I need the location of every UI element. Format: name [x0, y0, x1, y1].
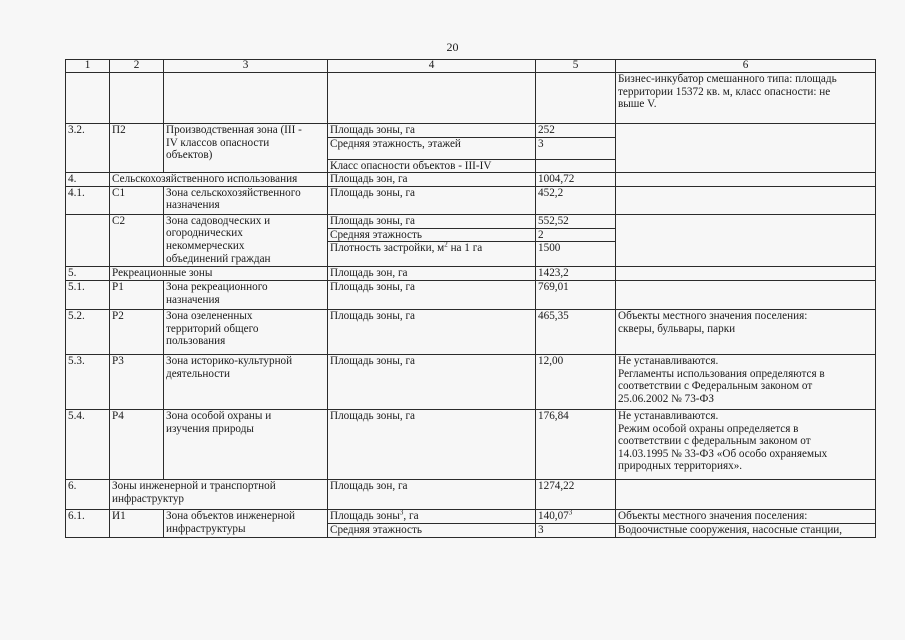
- zone-name: Зона рекреационного назначения: [164, 280, 328, 309]
- table-row: С2 Зона садоводческих и огороднических некоммерческих объединений граждан Площадь зоны, га 552,52: [66, 214, 876, 228]
- table-row: 5.2. Р2 Зона озелененных территорий общего пользования Площадь зоны, га 465,35 Объекты местного значения поселения: скверы, бульвары, парки: [66, 309, 876, 354]
- table-row: 3.2. П2 Производственная зона (III - IV классов опасности объектов) Площадь зоны, га 252: [66, 124, 876, 138]
- zone-name: Зона озелененных территорий общего пользования: [164, 309, 328, 354]
- table-row: 4.1. С1 Зона сельскохозяйственного назначения Площадь зоны, га 452,2: [66, 186, 876, 214]
- note-cell: Объекты местного значения поселения: скверы, бульвары, парки: [616, 309, 876, 354]
- table-row: 4. Сельскохозяйственного использования Площадь зон, га 1004,72: [66, 173, 876, 187]
- header-cell: 1: [66, 60, 110, 73]
- header-cell: 2: [110, 60, 164, 73]
- table-row: Класс опасности объектов - III-IV: [66, 159, 876, 173]
- table-row: 5. Рекреационные зоны Площадь зон, га 1423,2: [66, 267, 876, 281]
- table-row: Плотность застройки, $м^2$ на 1 га 1500: [66, 242, 876, 267]
- note-cell: Не устанавливаются. Режим особой охраны определяется в соответствии с федеральным законом от 14.03.1995 № 33-ФЗ «Об особо охраняемых природных территориях».: [616, 409, 876, 479]
- zone-name: Зона садоводческих и огороднических некоммерческих объединений граждан: [164, 214, 328, 267]
- page-number: 20: [446, 40, 459, 54]
- table-header-row: [66, 60, 876, 73]
- table-row: 5.3. Р3 Зона историко-культурной деятельности Площадь зоны, га 12,00 Не устанавливаются. Регламенты использования определяются в соответствии с Федеральным законом от 25.06.2002 № 73-ФЗ: [66, 354, 876, 409]
- zone-name: Производственная зона (III - IV классов опасности объектов): [164, 124, 328, 173]
- table-row: 6.1. И1 Зона объектов инженерной инфраструктуры Площадь зоны$^3$, га 140,07$^3$ Объекты местного значения поселения:: [66, 509, 876, 523]
- table-row: 5.4. Р4 Зона особой охраны и изучения природы Площадь зоны, га 176,84 Не устанавливаются. Режим особой охраны определяется в соответствии с федеральным законом от 14.03.1995 № 33-ФЗ «Об особо охраняемых природных территориях».: [66, 409, 876, 479]
- table-row: Средняя этажность 3 Водоочистные сооружения, насосные станции,: [66, 523, 876, 537]
- zone-name: Зона историко-культурной деятельности: [164, 354, 328, 409]
- header-cell: 5: [536, 60, 616, 73]
- table-row: 5.1. Р1 Зона рекреационного назначения Площадь зоны, га 769,01: [66, 280, 876, 309]
- zone-name: Зона особой охраны и изучения природы: [164, 409, 328, 479]
- zone-name: Зоны инженерной и транспортной инфраструктур: [110, 479, 328, 509]
- note-cell: Бизнес-инкубатор смешанного типа: площадь территории 15372 кв. м, класс опасности: не выше V.: [616, 73, 876, 124]
- table-row: Средняя этажность, этажей 3: [66, 137, 876, 159]
- header-cell: 6: [616, 60, 876, 73]
- zoning-table: [65, 59, 876, 538]
- zone-name: Зона сельскохозяйственного назначения: [164, 186, 328, 214]
- table-row: [66, 73, 876, 124]
- table-row: 6. Зоны инженерной и транспортной инфраструктур Площадь зон, га 1274,22: [66, 479, 876, 509]
- header-cell: 4: [328, 60, 536, 73]
- table-row: Средняя этажность 2: [66, 228, 876, 242]
- zone-name: Зона объектов инженерной инфраструктуры: [164, 509, 328, 537]
- note-cell: Не устанавливаются. Регламенты использования определяются в соответствии с Федеральным законом от 25.06.2002 № 73-ФЗ: [616, 354, 876, 409]
- header-cell: 3: [164, 60, 328, 73]
